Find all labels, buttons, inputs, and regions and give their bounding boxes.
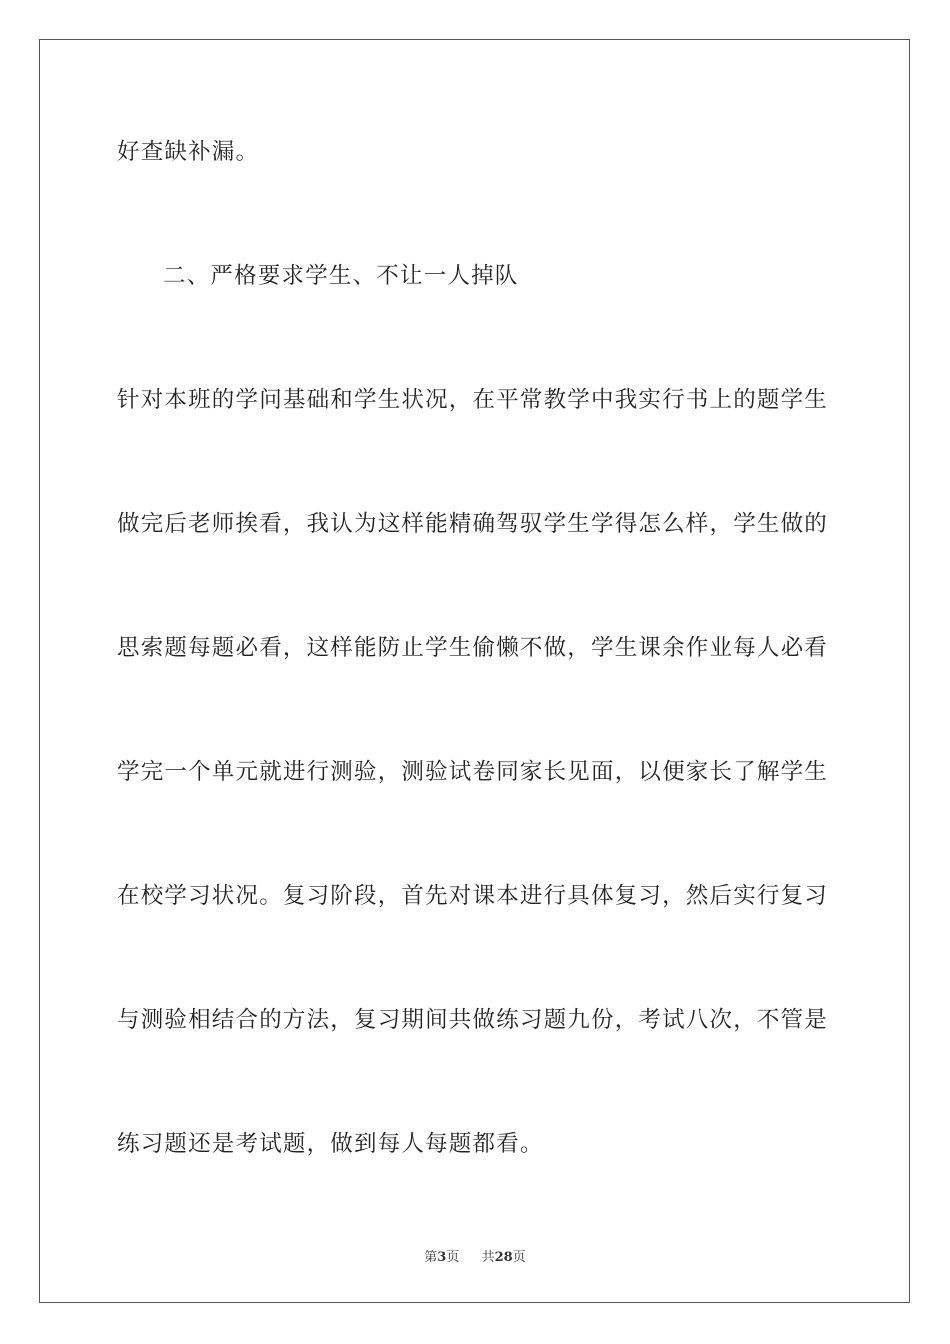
footer-page-number: 3 [437,1250,447,1265]
text-line-1: 好查缺补漏。 [117,139,260,165]
footer-total-suffix: 页 [512,1250,526,1265]
footer-total-pages: 28 [494,1250,513,1265]
text-line-8: 练习题还是考试题，做到每人每题都看。 [117,1131,544,1157]
page-border [39,39,910,1303]
footer-page-suffix: 页 [446,1250,460,1265]
text-line-3: 做完后老师挨看，我认为这样能精确驾驭学生学得怎么样，学生做的 [117,511,829,537]
text-line-7: 与测验相结合的方法，复习期间共做练习题九份，考试八次，不管是 [117,1007,829,1033]
section-heading: 二、严格要求学生、不让一人掉队 [163,263,519,289]
text-line-5: 学完一个单元就进行测验，测验试卷同家长见面，以便家长了解学生 [117,759,829,785]
text-line-2: 针对本班的学问基础和学生状况，在平常教学中我实行书上的题学生 [117,387,829,413]
text-line-6: 在校学习状况。复习阶段，首先对课本进行具体复习，然后实行复习 [117,883,829,909]
text-line-4: 思索题每题必看，这样能防止学生偷懒不做，学生课余作业每人必看 [117,635,829,661]
footer-total-prefix: 共 [481,1250,495,1265]
page-footer [0,1246,950,1265]
footer-page-prefix: 第 [424,1250,438,1265]
